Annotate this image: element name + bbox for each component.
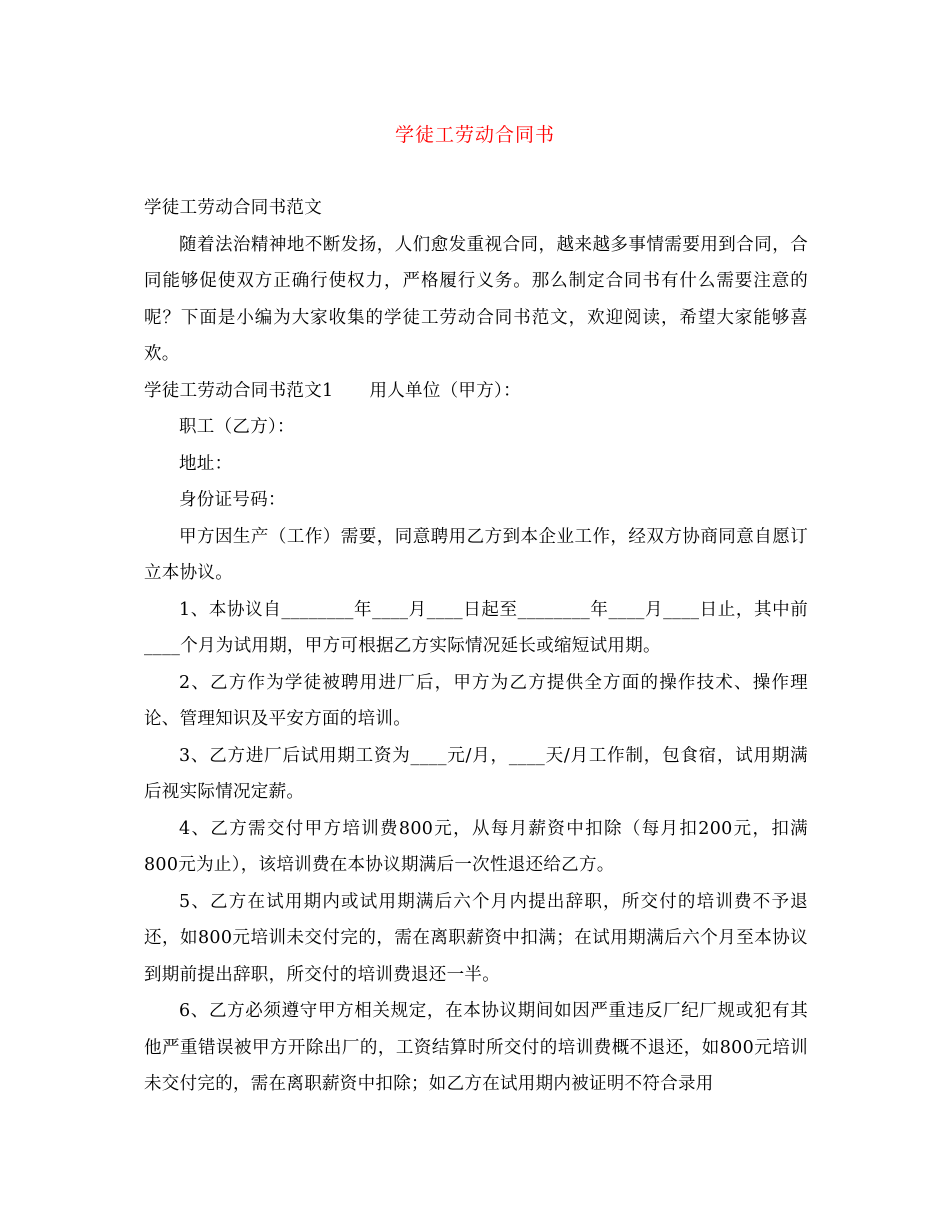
clause-3: 3、乙方进厂后试用期工资为____元/月，____天/月工作制，包食宿，试用期满后视实际情况定薪。: [144, 745, 808, 802]
party-b-label: 职工（乙方）：: [179, 417, 295, 437]
sample-heading-line: [144, 373, 808, 410]
id-number-label: 身份证号码：: [179, 490, 286, 510]
document-title: 学徒工劳动合同书: [394, 124, 555, 146]
clause-2: 2、乙方作为学徒被聘用进厂后，甲方为乙方提供全方面的操作技术、操作理论、管理知识及平安方面的培训。: [144, 672, 808, 729]
party-a-label: 用人单位（甲方）：: [369, 380, 521, 401]
preamble-paragraph: 甲方因生产（工作）需要，同意聘用乙方到本企业工作，经双方协商同意自愿订立本协议。: [144, 526, 808, 583]
document-body: [144, 190, 808, 1103]
clause-4: 4、乙方需交付甲方培训费800元，从每月薪资中扣除（每月扣200元，扣满800元为止），该培训费在本协议期满后一次性退还给乙方。: [144, 818, 808, 875]
clause-1: 1、本协议自________年____月____日起至________年____月____日止，其中前____个月为试用期，甲方可根据乙方实际情况延长或缩短试用期。: [144, 599, 808, 656]
intro-paragraph: 随着法治精神地不断发扬，人们愈发重视合同，越来越多事情需要用到合同，合同能够促使双方正确行使权力，严格履行义务。那么制定合同书有什么需要注意的呢？下面是小编为大家收集的学徒工劳动合同书范文，欢迎阅读，希望大家能够喜欢。: [144, 234, 808, 364]
sample-heading: 学徒工劳动合同书范文1: [144, 380, 334, 401]
clause-6: 6、乙方必须遵守甲方相关规定，在本协议期间如因严重违反厂纪厂规或犯有其他严重错误被甲方开除出厂的，工资结算时所交付的培训费概不退还，如800元培训未交付完的，需在离职薪资中扣除；如乙方在试用期内被证明不符合录用: [144, 1001, 808, 1094]
address-label: 地址：: [179, 453, 233, 474]
clause-5: 5、乙方在试用期内或试用期满后六个月内提出辞职，所交付的培训费不予退还，如800元培训未交付完的，需在离职薪资中扣满；在试用期满后六个月至本协议到期前提出辞职，所交付的培训费退还一半。: [144, 891, 808, 985]
subtitle: 学徒工劳动合同书范文: [144, 198, 322, 218]
